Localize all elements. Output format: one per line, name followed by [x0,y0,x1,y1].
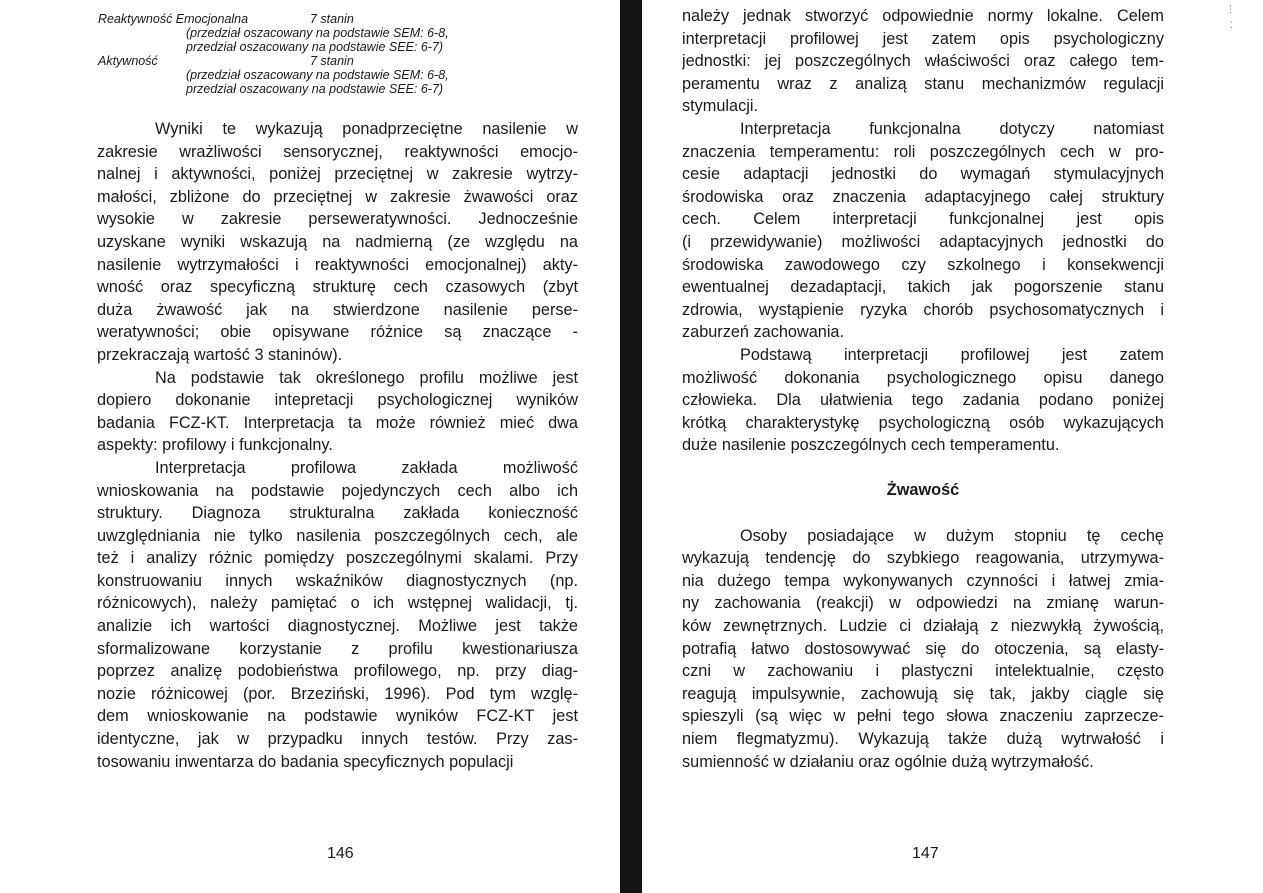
text-line: uzyskane wyniki wskazują na nadmierną (ze względu na [97,232,578,251]
text-line: aspekty: profilowy i funkcjonalny. [97,436,333,455]
text-line: dopiero dokonanie intepretacji psychologicznej wyników [97,391,578,410]
text-line: cech. Celem interpretacji funkcjonalnej jest opis [682,210,1164,229]
text-line: peramentu wraz z analizą stanu mechanizmów regulacji [682,74,1164,93]
text-line: spieszyli (są więc w pełni tego słowa znaczeniu zaprzecze- [682,707,1164,726]
stanin-value: 7 stanin [310,12,354,26]
text-line: ków zewnętrznych. Ludzie ci działają z niezwykłą żywością, [682,617,1164,636]
text-line: cesie adaptacji jednostki do wymagań stymulacyjnych [682,165,1164,184]
text-line: reagują impulsywnie, zachowują się tak, jakby ciągle się [682,684,1164,703]
right-page [642,0,1263,893]
text-line: konstruowaniu innych wskaźników diagnostycznych (np. [97,571,578,590]
stanin-row [98,68,538,82]
text-line: możliwość dokonania psychologicznego opisu danego [682,368,1164,387]
text-line: różnicowych), należy pamiętać o ich wstępnej walidacji, tj. [97,594,578,613]
text-line: krótką charakterystykę psychologiczną osób wykazujących [682,413,1164,432]
text-line: czni w zachowaniu i plastyczni intelektualnie, często [682,662,1164,681]
text-line: człowieka. Dla ułatwienia tego zadania podano poniżej [682,391,1164,410]
stanin-row [98,82,538,96]
text-line: zaburzeń zachowania. [682,323,845,342]
text-line: sformalizowane korzystanie z profilu kwestionariusza [97,639,578,658]
text-line: potrafią łatwo dostosowywać się do otoczenia, są elasty- [682,639,1164,658]
text-line: środowiska zawodowego czy szkolnego i konsekwencji [682,255,1164,274]
section-heading: Żwawość [886,481,960,500]
stanin-label: Aktywność [98,54,158,68]
book-spine [620,0,642,893]
stanin-value: przedział oszacowany na podstawie SEE: 6-7) [186,40,444,54]
left-page [0,0,620,893]
page-number-right: 147 [912,845,939,862]
text-line: małości, zbliżone do przeciętnej w zakresie żwawości oraz [97,187,578,206]
stanin-value: (przedział oszacowany na podstawie SEM: 6-8, [186,26,449,40]
text-line: struktury. Diagnoza strukturalna zakłada konieczność [97,504,578,523]
stanin-row [98,26,538,40]
text-line: nozie różnicowej (por. Brzeziński, 1996). Pod tym wzglę- [97,684,578,703]
stanin-row [98,12,538,26]
text-line: stymulacji. [682,97,758,116]
text-line: zakresie wrażliwości sensorycznej, reaktywności emocjo- [97,142,578,161]
text-line: tosowaniu inwentarza do badania specyficznych populacji [97,752,514,771]
text-line: badania FCZ-KT. Interpretacja ta może również mieć dwa [97,413,578,432]
page-number-left: 146 [327,845,354,862]
text-line: należy jednak stworzyć odpowiednie normy lokalne. Celem [682,7,1164,25]
text-line: wysokie w zakresie perseweratywności. Jednocześnie [97,210,578,229]
text-line: ewentualnej dezadaptacji, takich jak pogorszenie stanu [682,278,1164,297]
text-line: nalnej i aktywności, poniżej przeciętnej w zakresie wytrzy- [97,165,578,184]
text-line: weratywności; obie opisywane różnice są znaczące - [97,323,578,342]
text-line: nasilenie wytrzymałości i reaktywności emocjonalnej) akty- [97,255,578,274]
scan-speck: ⁚ [1230,20,1234,30]
right-body-text [682,5,1164,773]
stanin-value: 7 stanin [310,54,354,68]
text-line: przekraczają wartość 3 staninów). [97,345,343,364]
text-line: Podstawą interpretacji profilowej jest zatem [740,345,1164,364]
text-line: zdrowia, wystąpienie ryzyka chorób psychosomatycznych i [682,300,1164,319]
text-line: uwzględniania nie tylko nasilenia poszczególnych cech, ale [97,526,578,545]
text-line: poprzez analizę podobieństwa profilowego, np. przy diag- [97,662,578,681]
text-line: dem wnioskowanie na podstawie wyników FCZ-KT jest [97,707,578,726]
left-body-text [97,118,578,773]
text-line: znaczenia temperamentu: roli poszczególnych cech w pro- [682,142,1164,161]
stanin-row [98,40,538,54]
text-line: (i przewidywanie) możliwości adaptacyjnych jednostki do [682,232,1164,251]
text-line [682,502,1164,525]
scan-speck: ⋮ [1226,4,1236,14]
text-line: duża żwawość jak na stwierdzone nasilenie perse- [97,300,578,319]
stanin-row [98,54,538,68]
stanin-value: przedział oszacowany na podstawie SEE: 6-7) [186,82,444,96]
text-line: jednostki: jej poszczególnych właściwości oraz całego tem- [682,52,1164,71]
text-line: duże nasilenie poszczególnych cech temperamentu. [682,436,1060,455]
stanin-value: (przedział oszacowany na podstawie SEM: 6-8, [186,68,449,82]
text-line: niem flegmatyzmu). Wykazują także dużą wytrwałość i [682,730,1164,748]
text-line: Osoby posiadające w dużym stopniu tę cechę [740,526,1164,545]
text-line: Wyniki te wykazują ponadprzeciętne nasilenie w [155,120,578,138]
text-line: ny zachowania (reakcji) w odpowiedzi na zmianę warun- [682,594,1164,613]
stanin-results [98,12,538,96]
text-line: Na podstawie tak określonego profilu możliwe jest [155,368,578,387]
text-line: nia dużego tempa wykonywanych czynności i łatwej zmia- [682,571,1164,590]
text-line: wność oraz specyficzną strukturę cech czasowych (zbyt [97,278,578,297]
stanin-label: Reaktywność Emocjonalna [98,12,249,26]
text-line: analizie ich wartości diagnostycznej. Możliwe jest także [97,617,578,636]
text-line: interpretacji profilowej jest zatem opis psychologiczny [682,29,1164,48]
text-line: sumienność w działaniu oraz ogólnie dużą wytrzymałość. [682,752,1094,771]
text-line: Interpretacja profilowa zakłada możliwość [155,458,578,477]
text-line: też i analizy różnic pomiędzy poszczególnymi skalami. Przy [97,549,578,568]
text-line: wnioskowania na podstawie pojedynczych cech albo ich [97,481,578,500]
text-line: wykazują tendencję do szybkiego reagowania, utrzymywa- [682,549,1164,568]
text-line: środowiska oraz znaczenia adaptacyjnego całej struktury [682,187,1164,206]
text-line [682,457,1164,480]
text-line: Interpretacja funkcjonalna dotyczy natomiast [740,119,1164,138]
text-line: identyczne, jak w przypadku innych testów. Przy zas- [97,730,578,749]
